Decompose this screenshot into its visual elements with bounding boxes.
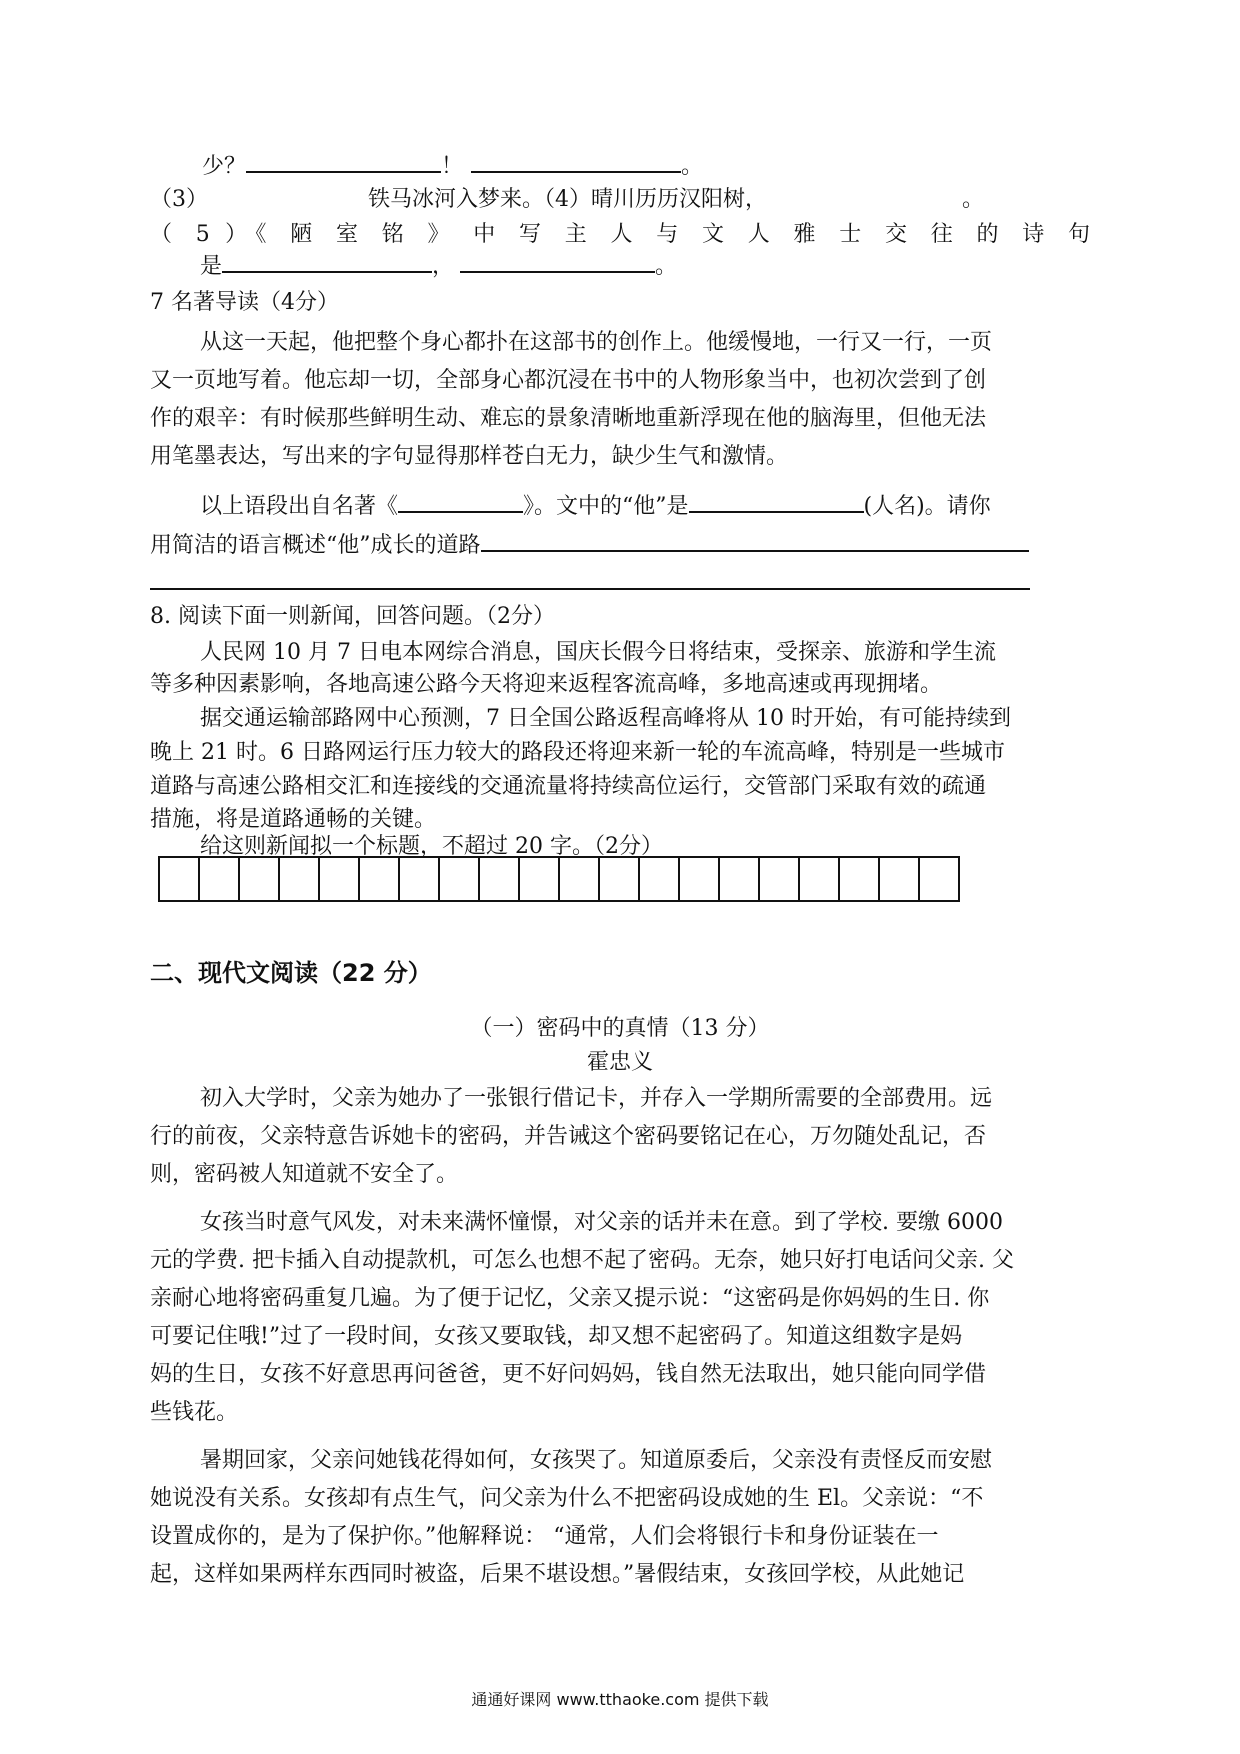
answer-cell[interactable] [880, 858, 920, 900]
answer-cell[interactable] [600, 858, 640, 900]
answer-cell[interactable] [640, 858, 680, 900]
answer-cell[interactable] [280, 858, 320, 900]
answer-cell[interactable] [160, 858, 200, 900]
q7-question-line-2: 用简洁的语言概述“他”成长的道路 [150, 527, 1090, 565]
q8-para-line: 等多种因素影响，各地高速公路今天将迎来返程客流高峰，多地高速或再现拥堵。 [150, 672, 943, 697]
article-line: 可要记住哦!”过了一段时间，女孩又要取钱，却又想不起密码了。知道这组数字是妈 [150, 1324, 963, 1349]
answer-cell[interactable] [800, 858, 840, 900]
answer-cell[interactable] [720, 858, 760, 900]
article-author: 霍忠义 [586, 1050, 653, 1075]
poem-line-1: 少？ ！ 。 [150, 148, 1090, 186]
article-line: 起，这样如果两样东西同时被盗，后果不堪设想。”暑假结束，女孩回学校，从此她记 [150, 1562, 965, 1587]
q7-para-line: 从这一天起，他把整个身心都扑在这部书的创作上。他缓慢地，一行又一行，一页 [200, 330, 993, 355]
answer-cell[interactable] [480, 858, 520, 900]
answer-cell[interactable] [680, 858, 720, 900]
answer-cell[interactable] [240, 858, 280, 900]
poem-line-4: 是 ， 。 [150, 248, 1090, 286]
article-line: 设置成你的，是为了保护你。”他解释说： “通常，人们会将银行卡和身份证装在一 [150, 1524, 939, 1549]
article-line: 行的前夜，父亲特意告诉她卡的密码，并告诫这个密码要铭记在心，万勿随处乱记，否 [150, 1124, 987, 1149]
answer-blank[interactable] [222, 249, 432, 273]
answer-blank[interactable] [460, 249, 655, 273]
answer-blank[interactable] [471, 149, 681, 173]
q8-para-line: 人民网 10 月 7 日电本网综合消息，国庆长假今日将结束，受探亲、旅游和学生流 [200, 640, 996, 665]
book-name-blank[interactable] [398, 489, 523, 513]
answer-cell[interactable] [760, 858, 800, 900]
q8-para-line: 措施，将是道路通畅的关键。 [150, 807, 437, 832]
q7-para-line: 用笔墨表达，写出来的字句显得那样苍白无力，缺少生气和激情。 [150, 444, 789, 469]
q7-para-line: 作的艰辛：有时候那些鲜明生动、难忘的景象清晰地重新浮现在他的脑海里，但他无法 [150, 406, 987, 431]
answer-cell[interactable] [440, 858, 480, 900]
answer-cell[interactable] [560, 858, 600, 900]
article-line: 妈的生日，女孩不好意思再问爸爸，更不好问妈妈，钱自然无法取出，她只能向同学借 [150, 1362, 987, 1387]
person-name-blank[interactable] [689, 489, 864, 513]
article-line: 元的学费. 把卡插入自动提款机，可怎么也想不起了密码。无奈，她只好打电话问父亲. 父 [150, 1248, 1014, 1273]
q7-question: 以上语段出自名著《 》。文中的“他”是 (人名)。请你 [150, 488, 1090, 526]
answer-cell[interactable] [920, 858, 960, 900]
article-title: （一）密码中的真情（13 分） [470, 1016, 770, 1041]
q8-para-line: 晚上 21 时。6 日路网运行压力较大的路段还将迎来新一轮的车流高峰，特别是一些城市 [150, 740, 1005, 765]
article-line: 女孩当时意气风发，对未来满怀憧憬，对父亲的话并未在意。到了学校. 要缴 6000 [200, 1210, 1003, 1235]
article-line: 些钱花。 [150, 1400, 239, 1425]
answer-cell[interactable] [360, 858, 400, 900]
q7-para-line: 又一页地写着。他忘却一切，全部身心都沉浸在书中的人物形象当中，也初次尝到了创 [150, 368, 987, 393]
q8-heading: 8. 阅读下面一则新闻，回答问题。（2分） [150, 604, 555, 629]
page-footer: 通通好课网 www.tthaoke.com 提供下载 [471, 1690, 769, 1709]
answer-blank[interactable] [246, 149, 441, 173]
title-answer-grid [158, 856, 960, 902]
article-line: 暑期回家，父亲问她钱花得如何，女孩哭了。知道原委后，父亲没有责怪反而安慰 [200, 1448, 993, 1473]
q8-para-line: 据交通运输部路网中心预测，7 日全国公路返程高峰将从 10 时开始，有可能持续到 [200, 706, 1011, 731]
article-line: 初入大学时，父亲为她办了一张银行借记卡，并存入一学期所需要的全部费用。远 [200, 1086, 993, 1111]
section-heading: 二、现代文阅读（22 分） [150, 959, 432, 987]
answer-line[interactable] [150, 588, 1030, 590]
answer-cell[interactable] [840, 858, 880, 900]
poem-line-3: （ 5 ）《 陋 室 铭 》 中 写 主 人 与 文 人 雅 士 交 往 的 诗 句 [150, 222, 1090, 247]
answer-cell[interactable] [520, 858, 560, 900]
summary-blank[interactable] [481, 528, 1029, 552]
q7-heading: 7 名著导读（4分） [150, 290, 339, 315]
article-line: 则，密码被人知道就不安全了。 [150, 1162, 459, 1187]
answer-cell[interactable] [400, 858, 440, 900]
q8-prompt: 给这则新闻拟一个标题，不超过 20 字。（2分） [200, 834, 663, 859]
article-line: 她说没有关系。女孩却有点生气，问父亲为什么不把密码设成她的生 El。父亲说：“不 [150, 1486, 984, 1511]
answer-cell[interactable] [200, 858, 240, 900]
article-line: 亲耐心地将密码重复几遍。为了便于记忆，父亲又提示说：“这密码是你妈妈的生日. 你 [150, 1286, 990, 1311]
q8-para-line: 道路与高速公路相交汇和连接线的交通流量将持续高位运行，交管部门采取有效的疏通 [150, 774, 987, 799]
poem-line-2: （3） 铁马冰河入梦来。（4）晴川历历汉阳树， 。 [150, 187, 985, 212]
answer-cell[interactable] [320, 858, 360, 900]
